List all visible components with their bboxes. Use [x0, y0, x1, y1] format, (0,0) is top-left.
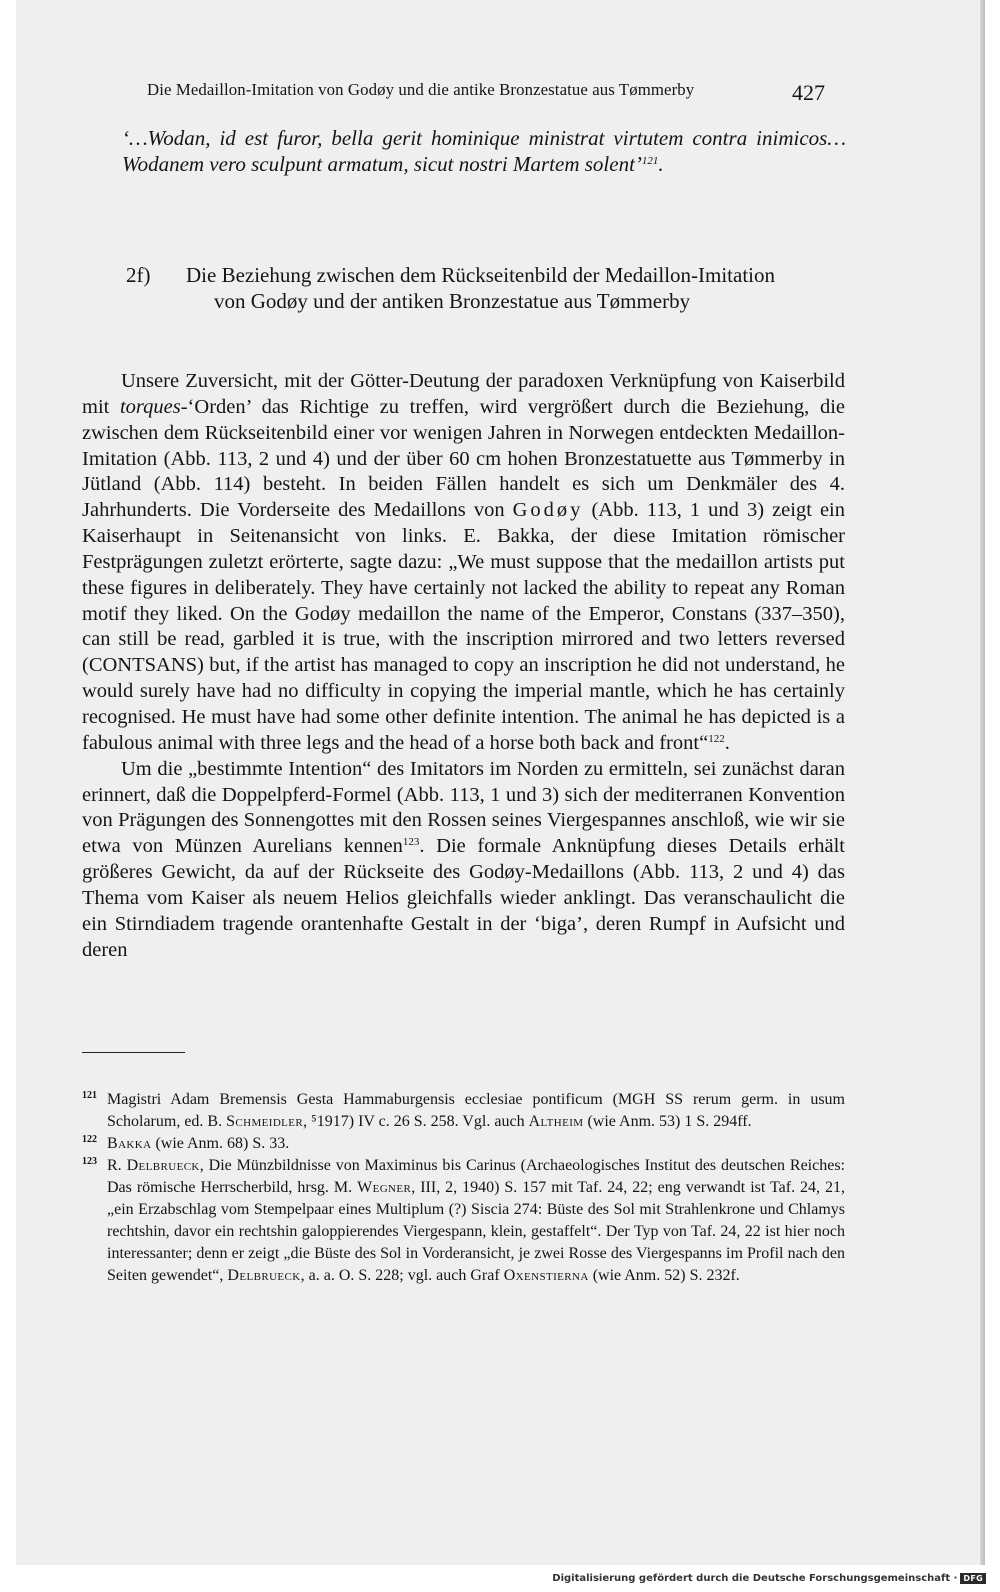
- paragraph-text: (Abb. 113, 1 und 3) zeigt ein Kaiserhaupt in Seitenansicht von links. E. Bakka, der diese Imitation römischer Festprägungen zuletzt erörterte, sagte dazu: „We must suppose that the medaillon artists put these figures in deliberately. They have certainly not lacked the ability to repeat any Roman motif they liked. On the Godøy medaillon the name of the Emperor, Constans (337–350), can still be read, garbled it is true, with the inscription mirrored and two letters reversed (CONTSANS) but, if the artist has managed to copy an inscription he did not understand, he would surely have had no difficulty in copying the imperial mantle, which he has certainly recognised. He must have had some other definite intention. The animal he has depicted is a fabulous animal with three legs and the head of a horse both back and front“: [82, 499, 845, 754]
- quote-end: .: [658, 152, 664, 176]
- section-title-line2: von Godøy und der antiken Bronzestatue aus Tømmerby: [214, 289, 691, 313]
- footnote-text: , ⁵1917) IV c. 26 S. 258. Vgl. auch: [303, 1113, 529, 1130]
- footnotes: [82, 1089, 845, 1287]
- footnote-ref-122[interactable]: 122: [708, 732, 725, 745]
- author-name: Delbrueck: [126, 1157, 200, 1174]
- paragraph-text: .: [724, 731, 730, 754]
- footnote-122: [82, 1133, 845, 1155]
- author-name: Delbrueck: [227, 1267, 301, 1284]
- credit-text: Digitalisierung gefördert durch die Deutsche Forschungsgemeinschaft ·: [552, 1573, 958, 1584]
- page-number: 427: [792, 80, 825, 105]
- italic-term: torques: [119, 395, 181, 418]
- running-head: Die Medaillon-Imitation von Godøy und die antike Bronzestatue aus Tømmerby: [147, 80, 695, 99]
- footnote-text: Magistri Adam Bremensis Gesta Hammaburgensis ecclesiae pontificum (MGH SS rerum germ. in usum Scholarum, ed. B.: [107, 1091, 845, 1130]
- author-name: Schmeidler: [226, 1113, 304, 1130]
- footnote-ref-123[interactable]: 123: [402, 836, 420, 849]
- quote-text: ‘…Wodan, id est furor, bella gerit hominique ministrat virtutem contra inimicos… Wodanem vero sculpunt armatum, sicut nostri Martem solent’: [122, 126, 846, 176]
- footnote-123: [82, 1155, 845, 1287]
- footnote-text: (wie Anm. 52) S. 232f.: [588, 1267, 740, 1284]
- paragraph-1: [82, 369, 845, 757]
- section-title-line1: Die Beziehung zwischen dem Rückseitenbild der Medaillon-Imitation: [186, 263, 776, 287]
- digitization-credit: [552, 1573, 986, 1584]
- footnote-121: [82, 1089, 845, 1133]
- section-heading: [126, 262, 846, 314]
- book-page: [16, 0, 985, 1565]
- footnote-text: , a. a. O. S. 228; vgl. auch Graf: [300, 1267, 504, 1284]
- footnote-number: 123: [82, 1156, 97, 1167]
- footnote-text: (wie Anm. 53) 1 S. 294ff.: [583, 1113, 752, 1130]
- section-number: 2f): [126, 263, 151, 287]
- paragraph-text: Unsere Zuversicht, mit der Götter-Deutung der paradoxen Verknüpfung von Kaiserbild mit: [82, 370, 845, 418]
- author-name: Wegner: [357, 1179, 412, 1196]
- author-name: Bakka: [107, 1135, 152, 1152]
- dfg-logo: DFG: [960, 1573, 986, 1584]
- author-name: Oxenstierna: [503, 1267, 589, 1284]
- footnote-text: , III, 2, 1940) S. 157 mit Taf. 24, 22; eng verwandt ist Taf. 24, 21, „ein Erzabschlag vom Stempelpaar eines Multiplum (?) Siscia 274: Büste des Sol mit Strahlenkrone und Chlamys rechtshin, davor ein rechtshin galoppierendes Viergespann, klein, gestaffelt“. Der Typ von Taf. 24, 22 ist hier noch interessanter; denn er zeigt „die Büste des Sol in Vorderansicht, je zwei Rosse des Viergespanns im Profil nach den Seiten gewendet“,: [107, 1179, 845, 1284]
- footnote-number: 121: [82, 1090, 97, 1101]
- footnote-text: (wie Anm. 68) S. 33.: [151, 1135, 290, 1152]
- latin-quote: [122, 125, 846, 177]
- footnote-text: , Die Münzbildnisse von Maximinus bis Carinus (Archaeologisches Institut des deutschen Reiches: Das römische Herrscherbild, hrsg. M.: [107, 1157, 846, 1196]
- paragraph-text: . Die formale Anknüpfung dieses Details erhält größeres Gewicht, da auf der Rückseite des Godøy-Medaillons (Abb. 113, 2 und 4) das Thema vom Kaiser als neuem Helios gleichfalls wieder anklingt. Das veranschaulicht die ein Stirndiadem tragende orantenhafte Gestalt in der ‘biga’, deren Rumpf in Aufsicht und deren: [82, 835, 845, 961]
- body-text: [82, 369, 845, 963]
- author-name: Altheim: [528, 1113, 584, 1130]
- footnote-ref-121[interactable]: 121: [641, 155, 659, 167]
- footnote-text: R.: [107, 1157, 127, 1174]
- paragraph-text: -‘Orden’ das Richtige zu treffen, wird vergrößert durch die Beziehung, die zwischen dem Rückseitenbild einer vor wenigen Jahren in Norwegen entdeckten Medaillon-Imitation (Abb. 113, 2 und 4) und der über 60 cm hohen Bronzestatuette aus Tømmerby in Jütland (Abb. 114) besteht. In beiden Fällen handelt es sich um Denkmäler des 4. Jahrhunderts. Die Vorderseite des Medaillons von: [82, 395, 845, 522]
- paragraph-text: Um die „bestimmte Intention“ des Imitators im Norden zu ermitteln, sei zunächst daran erinnert, daß die Doppelpferd-Formel (Abb. 113, 1 und 3) sich der mediterranen Konvention von Prägungen des Sonnengottes mit den Rossen seines Viergespannes anschloß, wie wir sie etwa von Münzen Aurelians kennen: [82, 757, 845, 858]
- footnote-number: 122: [82, 1134, 97, 1145]
- footnote-divider: [82, 1052, 185, 1053]
- spaced-name: Godøy: [512, 499, 584, 522]
- paragraph-2: [82, 757, 845, 964]
